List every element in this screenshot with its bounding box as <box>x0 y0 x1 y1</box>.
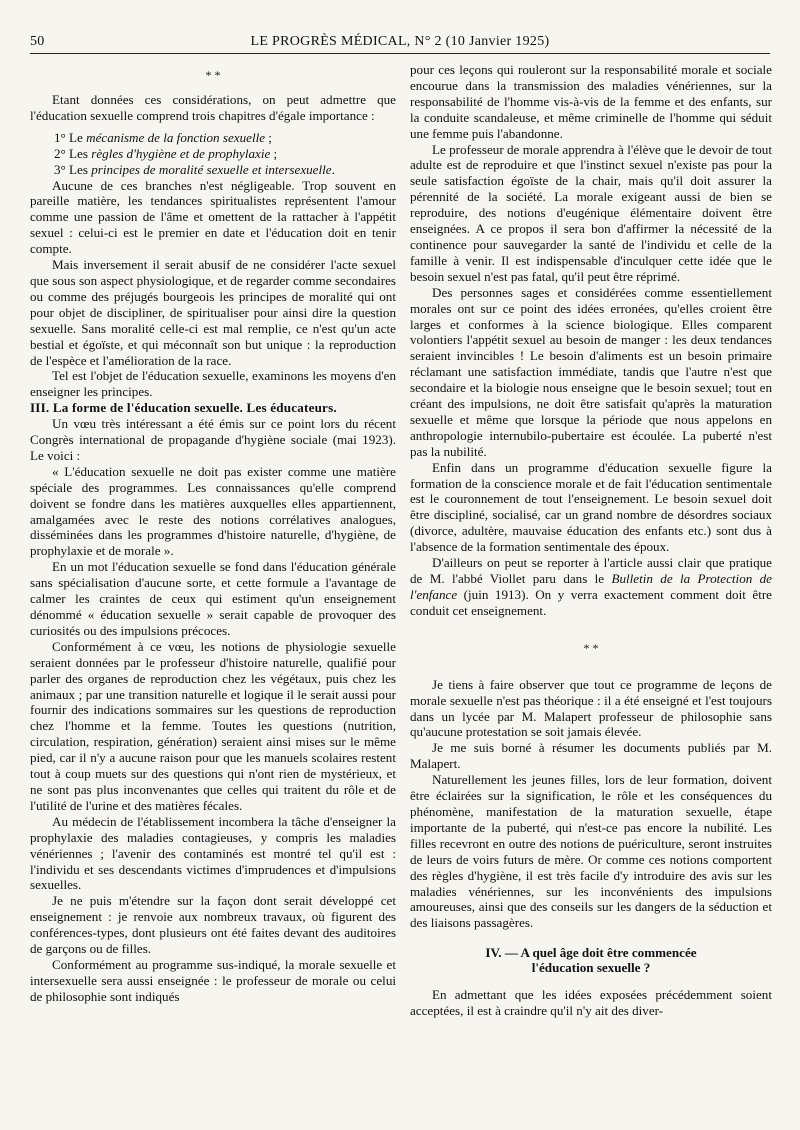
left-column <box>30 62 396 1005</box>
paragraph: En admettant que les idées exposées précédemment soient acceptées, il est à craindre qu'il n'y ait des diver- <box>410 987 772 1019</box>
paragraph: Je tiens à faire observer que tout ce programme de leçons de morale sexuelle n'est pas théorique : il a été enseigné et l'est toujours dans un lycée par M. Malapert professeur de philosophie sans qu'aucune protestation se soit jamais élevée. <box>410 676 772 740</box>
paragraph: Au médecin de l'établissement incombera la tâche d'enseigner la prophylaxie des maladies contagieuses, y compris les maladies vénériennes ; l'avenir des contaminés est montré tel qu'il est : l'individu et ses descendants victimes d'imprudences et d'impulsions sexuelles. <box>30 813 396 893</box>
list-tail: ; <box>270 145 278 161</box>
section-heading-line: IV. — A quel âge doit être commencée <box>485 945 697 961</box>
paragraph: Enfin dans un programme d'éducation sexuelle figure la formation de la conscience morale et de fait l'éducation sentimentale est le couronnement de tout l'enseignement. Le besoin sexuel doit être discipliné, socialisé, car un grand nombre de désordres sociaux (divorce, adultère, mauvaise éducation des enfants etc.) sont dus à l'absence de la formation sentimentale des époux. <box>410 459 772 555</box>
paragraph: En un mot l'éducation sexuelle se fond dans l'éducation générale sans spécialisation d'aucune sorte, et cette formule a l'avantage de calmer les craintes de ceux qui estiment qu'un enseignement dénommé « éducation sexuelle » serait capable de provoquer des curiosités ou des impulsions précoces. <box>30 559 396 638</box>
paragraph-text: (juin 1913). On y verra exactement comment doit être conduit cet enseignement. <box>410 586 772 618</box>
paragraph: Je ne puis m'étendre sur la façon dont serait développé cet enseignement : je renvoie aux nombreux travaux, où figurent des conférences-types, dont plusieurs ont été faites devant des auditoires de garçons ou de filles. <box>30 893 396 957</box>
paragraph: Mais inversement il serait abusif de ne considérer l'acte sexuel que sous son aspect physiologique, et de regarder comme secondaires ou comme des préjugés bourgeois les principes de moralité qui ont pour objet de discipliner, de spiritualiser pour ainsi dire la question sexuelle. Sans moralité celle-ci est mal remplie, ce n'est qu'un acte bestial et égoïste, et qui méconnaît son but unique : la reproduction de l'espèce et l'amélioration de la race. <box>30 257 396 368</box>
list-number: 2° Les <box>54 145 92 161</box>
paragraph: Etant données ces considérations, on peut admettre que l'éducation sexuelle comprend trois chapitres d'égale importance : <box>30 92 396 123</box>
paragraph: Tel est l'objet de l'éducation sexuelle, examinons les moyens d'en enseigner les principes. <box>30 368 396 400</box>
list-item <box>30 130 396 146</box>
section-heading <box>410 945 772 975</box>
page-number: 50 <box>30 34 45 49</box>
paragraph <box>410 555 772 619</box>
list-text: principes de moralité sexuelle et intersexuelle <box>91 161 332 177</box>
paragraph: Un vœu très intéressant a été émis sur ce point lors du récent Congrès international de propagande d'hygiène sociale (mai 1923). Le voici : <box>30 416 396 463</box>
paragraph: Je me suis borné à résumer les documents publiés par M. Malapert. <box>410 740 772 772</box>
list-tail: . <box>331 161 335 177</box>
list-item <box>30 146 396 162</box>
list-number: 1° Le <box>54 129 87 145</box>
right-column <box>410 62 772 1019</box>
running-header <box>30 34 770 52</box>
paragraph: Naturellement les jeunes filles, lors de leur formation, doivent être éclairées sur la signification, le rôle et les conséquences du phénomène, manifestation de la maturation sexuelle, étape importante de la puberté, qui n'est-ce pas encore la nubilité. Les filles recevront en outre des notions de puériculture, seront instruites de leurs de voirs futurs de mère. Or comme ces notions comportent des règles d'hygiène, il est très facile d'y introduire des avis sur les maladies vénériennes, sur les inconvénients des impulsions amoureuses, ainsi que des conseils sur les dangers de la séduction et des liaisons passagères. <box>410 772 772 931</box>
paragraph: Conformément au programme sus-indiqué, la morale sexuelle et intersexuelle sera aussi enseignée : le professeur de morale ou celui de philosophie sont indiqués <box>30 956 396 1004</box>
list-tail: ; <box>265 129 272 145</box>
quoted-paragraph: « L'éducation sexuelle ne doit pas exister comme une matière spéciale des programmes. Les connaissances qu'elle comprend doivent se fondre dans les matières auxquelles elles appartiennent, amalgamées avec le reste des notions corrélatives analogues, disséminées dans les programmes d'histoire naturelle, d'hygiène, de prophylaxie et de morale ». <box>30 463 396 559</box>
list-item <box>30 162 396 178</box>
section-heading: III. La forme de l'éducation sexuelle. Les éducateurs. <box>30 400 337 416</box>
paragraph: pour ces leçons qui rouleront sur la responsabilité morale et sociale encourue dans la transmission des maladies vénériennes, sur la responsabilité de l'homme vis-à-vis de la femme et des enfants, sur la conduite scandaleuse, et même criminelle de l'homme qui séduit une femme puis l'abandonne. <box>410 62 772 141</box>
paragraph: Conformément à ce vœu, les notions de physiologie sexuelle seraient données par le professeur d'histoire naturelle, qualifié pour parler des organes de reproduction chez les végétaux, puis chez les animaux ; par une transition naturelle et logique il le serait aussi pour fournir des indications sommaires sur les questions de reproduction chez l'homme et la femme. Toutes les questions (nutrition, circulation, respiration, génération) seraient ainsi mises sur le même pied, car il n'y a aucune raison pour que les manuels scolaires restent tout à coup muets sur des questions qui n'ont rien de mystérieux, et ne sont pas plus inconvenantes que celles qui traitent du rôle et de l'utilité de l'urine et des matières fécales. <box>30 638 396 813</box>
section-stars: * * <box>583 640 599 655</box>
journal-title: LE PROGRÈS MÉDICAL, N° 2 (10 Janvier 1925) <box>250 34 550 49</box>
list-text: mécanisme de la fonction sexuelle <box>86 129 266 145</box>
paragraph: Aucune de ces branches n'est négligeable. Trop souvent en pareille matière, les tendances spiritualistes représentent l'amour comme une passion de l'âme et omettent de la rattacher à l'appétit sexuel : celui-ci est le premier en date et l'éducation doit en tenir compte. <box>30 177 396 257</box>
section-heading-line: l'éducation sexuelle ? <box>531 960 651 976</box>
bulletin-title: Bulletin de la Protection de l'enfance <box>410 571 772 602</box>
header-rule <box>30 53 770 54</box>
paragraph: Des personnes sages et considérées comme essentiellement morales ont sur ce point des idées erronées, qu'elles croient être larges et conformes à la science biologique. Elles comparent volontiers l'appétit sexuel au besoin de manger : les deux tendances seraient invincibles ! Le besoin d'aliments est un besoin primaire réclamant une satisfaction immédiate, tandis que l'autre n'est que secondaire et la biologie nous enseigne que le besoin sexuel; tout en créant des impulsions, ne doit être satisfait qu'après la maturation sexuelle et même que lorsque la période que nous appelons en anthropologie internubilo-pubertaire est écoulée. La puberté n'est pas la nubilité. <box>410 284 772 459</box>
paragraph: Le professeur de morale apprendra à l'élève que le devoir de tout adulte est de reproduire et que l'instinct sexuel n'existe pas pour la seule satisfaction égoïste de la chair, mais qu'il doit assurer la pérennité de la société. La morale exigeant aussi de bien se reproduire, des notions d'eugénique élémentaire doivent être enseignées. A ce propos il sera bon d'affirmer la nécessité de la continence pour sauvegarder la santé de l'individu et celle de la famille à venir. Il est indispensable d'inculquer cette idée que le besoin sexuel n'est pas fatal, qu'il peut être réprimé. <box>410 141 772 284</box>
paragraph-text: D'ailleurs on peut se reporter à l'article aussi clair que pratique de M. l'abbé Viollet paru dans le <box>410 555 772 586</box>
section-stars: * * <box>205 68 221 82</box>
list-text: règles d'hygiène et de prophylaxie <box>91 145 271 161</box>
list-number: 3° Les <box>54 161 92 177</box>
